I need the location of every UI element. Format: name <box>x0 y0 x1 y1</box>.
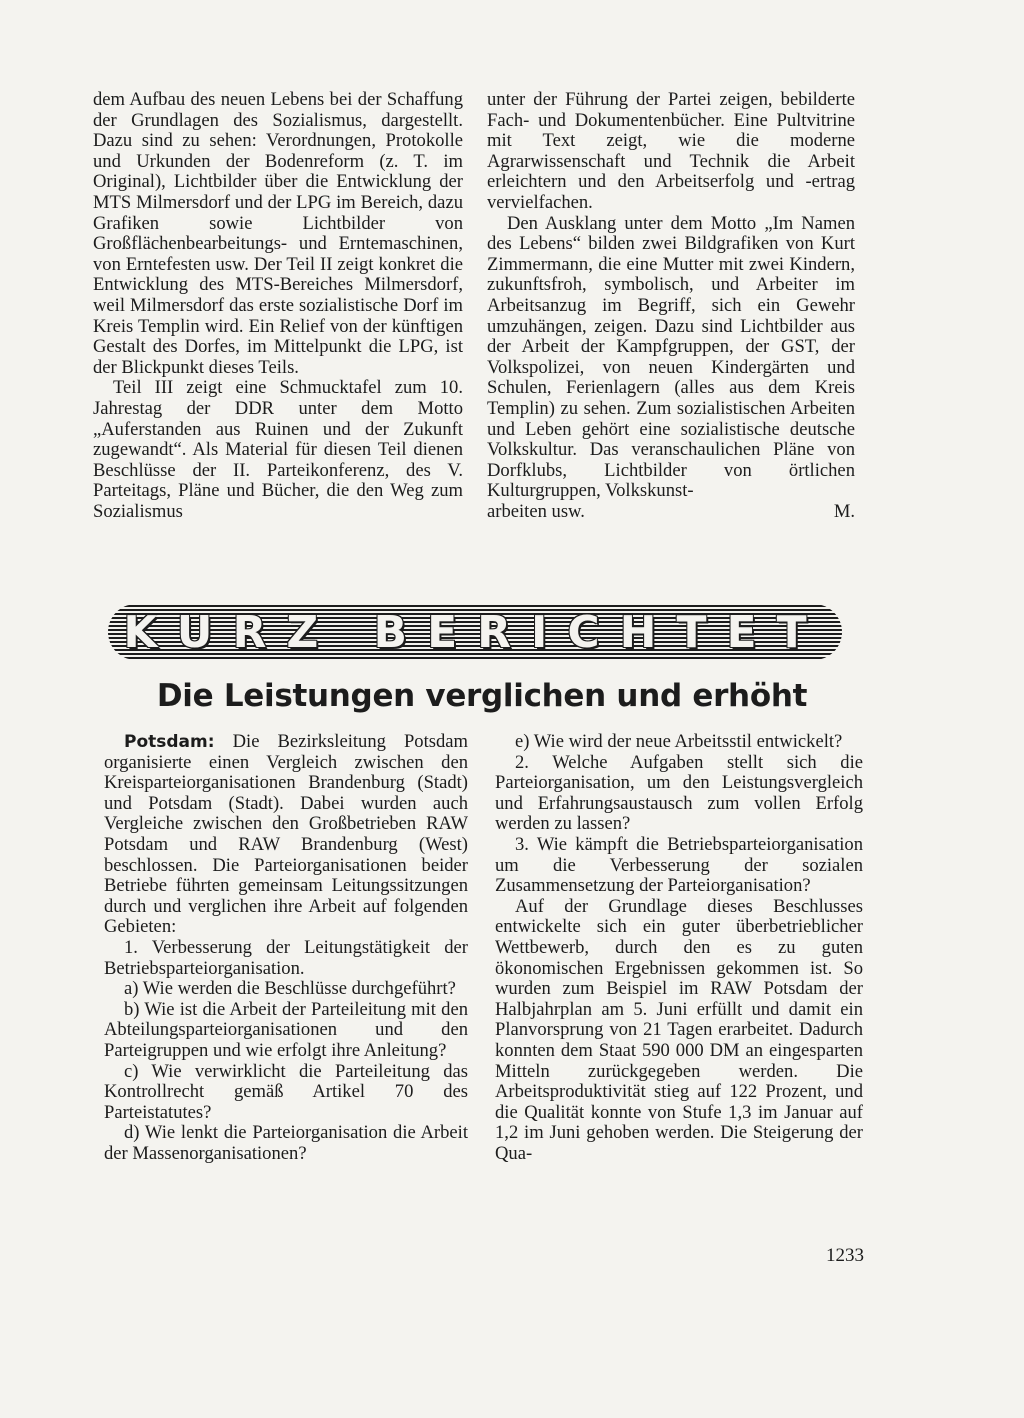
dateline: Potsdam: <box>124 732 215 752</box>
article-headline: Die Leistungen verglichen und erhöht <box>156 678 808 714</box>
closing-line <box>487 502 855 523</box>
paragraph: unter der Führung der Partei zeigen, bebilderte Fach- und Dokumentenbücher. Eine Pultvitrine mit Text zeigt, wie die moderne Agrarwissenschaft und Technik die Arbeit erleichtern und den Arbeitserfolg und -ertrag vervielfachen. <box>487 89 855 213</box>
banner-title: KURZ BERICHTET <box>123 606 827 658</box>
list-item: d) Wie lenkt die Parteiorganisation die Arbeit der Massenorganisationen? <box>104 1122 468 1164</box>
paragraph: Auf der Grundlage dieses Beschlusses entwickelte sich ein guter überbetrieblicher Wettbewerb, durch den es zu guten ökonomischen Ergebnissen gekommen ist. So wurden zum Beispiel im RAW Potsdam der Halbjahrplan am 5. Juni erfüllt und damit ein Planvorsprung von 21 Tagen erarbeitet. Dadurch konnten dem Staat 590 000 DM an eingesparten Mitteln zurückgegeben werden. Die Arbeitsproduktivität stieg auf 122 Prozent, und die Qualität konnte von Stufe 1,3 im Januar auf 1,2 im Juni gehoben werden. Die Steigerung der Qua- <box>495 895 863 1164</box>
page-number: 1233 <box>826 1245 864 1266</box>
article-right-column <box>495 732 863 1164</box>
top-left-column <box>93 90 463 522</box>
list-item: c) Wie verwirklicht die Parteileitung das Kontrollrecht gemäß Artikel 70 des Parteistatutes? <box>104 1060 468 1123</box>
list-item: a) Wie werden die Beschlüsse durchgeführt? <box>124 978 456 1000</box>
section-banner <box>108 602 842 662</box>
paragraph: Den Ausklang unter dem Motto „Im Namen des Lebens“ bilden zwei Bildgrafiken von Kurt Zimmermann, die eine Mutter mit zwei Kindern, zukunftsfroh, symbolisch, und Arbeiter im Arbeitsanzug im Begriff, sich ein Gewehr umzuhängen, zeigen. Dazu sind Lichtbilder aus der Arbeit der Kampfgruppen, der GST, der Volkspolizei, von neuen Kindergärten und Schulen, Ferienlagern (alles aus dem Kreis Templin) zu sehen. Zum sozialistischen Arbeiten und Leben gehört eine sozialistische deutsche Volkskultur. Das veranschaulichen Pläne von Dorfklubs, Lichtbilder von örtlichen Kulturgruppen, Volkskunst- <box>487 212 855 502</box>
top-right-column <box>487 90 855 522</box>
list-item: 1. Verbesserung der Leitungstätigkeit der Betriebsparteiorganisation. <box>104 936 468 979</box>
list-item: e) Wie wird der neue Arbeitsstil entwickelt? <box>515 731 843 752</box>
list-item: 3. Wie kämpft die Betriebsparteiorganisation um die Verbesserung der sozialen Zusammensetzung der Parteiorganisation? <box>495 833 863 897</box>
list-item: 2. Welche Aufgaben stellt sich die Parteiorganisation, um den Leistungsvergleich und Erfahrungsaustausch zum vollen Erfolg werden zu lassen? <box>495 751 863 835</box>
list-item: b) Wie ist die Arbeit der Parteileitung mit den Abteilungsparteiorganisationen und den Parteigruppen und wie erfolgt ihre Anleitung? <box>104 998 468 1061</box>
paragraph: dem Aufbau des neuen Lebens bei der Schaffung der Grundlagen des Sozialismus, dargestellt. Dazu sind zu sehen: Verordnungen, Protokolle und Urkunden der Bodenreform (z. T. im Original), Lichtbilder über die Entwicklung der MTS Milmersdorf und der LPG im Bereich, dazu Grafiken sowie Lichtbilder von Großflächenbearbeitungs- und Erntemaschinen, von Erntefesten usw. Der Teil II zeigt konkret die Entwicklung des MTS-Bereiches Milmersdorf, weil Milmersdorf das erste sozialistische Dorf im Kreis Templin wird. Ein Relief von der künftigen Gestalt des Dorfes, im Mittelpunkt die LPG, ist der Blickpunkt dieses Teils. <box>93 89 463 378</box>
intro-paragraph <box>104 732 468 938</box>
paragraph: Teil III zeigt eine Schmucktafel zum 10. Jahrestag der DDR unter dem Motto „Auferstanden aus Ruinen und der Zukunft zugewandt“. Als Material für diesen Teil dienen Beschlüsse der II. Parteikonferenz, des V. Parteitags, Pläne und Bücher, die den Weg zum Sozialismus <box>93 377 463 522</box>
closing-text: arbeiten usw. <box>487 500 585 522</box>
author-signature: M. <box>833 500 855 522</box>
article-left-column <box>104 732 468 1164</box>
intro-text: Die Bezirksleitung Potsdam organisierte einen Vergleich zwischen den Kreisparteiorganisationen Brandenburg (Stadt) und Potsdam (Stadt). Dabei wurden auch Vergleiche zwischen den Großbetrieben RAW Potsdam und RAW Brandenburg (West) beschlossen. Die Parteiorganisationen beider Betriebe führten gemeinsam Leitungssitzungen durch und verglichen ihre Arbeit auf folgenden Gebieten: <box>104 731 468 938</box>
